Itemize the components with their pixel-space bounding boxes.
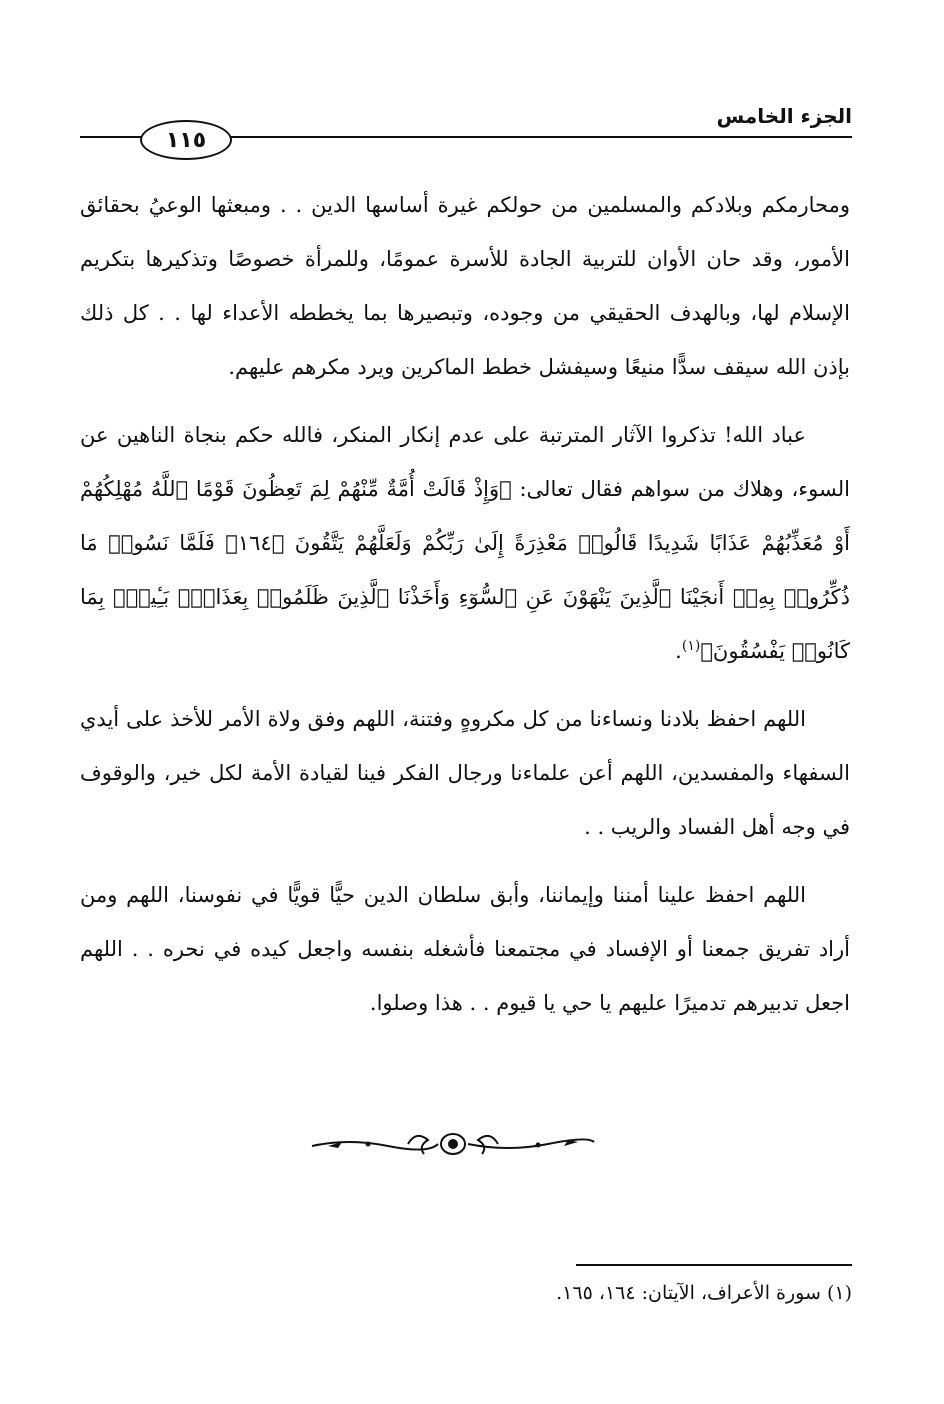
paragraph-3: اللهم احفظ بلادنا ونساءنا من كل مكروهٍ وفتنة، اللهم وفق ولاة الأمر للأخذ على أيدي السفهاء والمفسدين، اللهم أعن علماءنا ورجال الفكر فينا لقيادة الأمة لكل خير، والوقوف في وجه أهل الفساد والريب . .: [80, 707, 850, 839]
ornament-swirl-left: [408, 1136, 428, 1154]
ornament-swirl-right: [478, 1136, 498, 1154]
ornament-dot-2: [536, 1143, 541, 1148]
paragraph-4: اللهم احفظ علينا أمننا وإيماننا، وأبق سلطان الدين حيًّا قويًّا في نفوسنا، اللهم ومن أراد تفريق جمعنا أو الإفساد في مجتمعنا فأشغله بنفسه واجعل كيده في نحره . . اللهم اجعل تدبيرهم تدميرًا عليهم يا حي يا قيوم . . هذا وصلوا.: [80, 883, 850, 1015]
quran-verse: ﴿وَإِذْ قَالَتْ أُمَّةٌ مِّنْهُمْ لِمَ تَعِظُونَ قَوْمًا ٱللَّهُ مُهْلِكُهُمْ أَوْ مُعَذِّبُهُمْ عَذَابًا شَدِيدًا قَالُوا۟ مَعْذِرَةً إِلَىٰ رَبِّكُمْ وَلَعَلَّهُمْ يَتَّقُونَ ﴿١٦٤﴾ فَلَمَّا نَسُوا۟ مَا ذُكِّرُوا۟ بِهِۦٓ أَنجَيْنَا ٱلَّذِينَ يَنْهَوْنَ عَنِ ٱلسُّوٓءِ وَأَخَذْنَا ٱلَّذِينَ ظَلَمُوا۟ بِعَذَابٍۭ بَـِٔيسٍۭ بِمَا كَانُوا۟ يَفْسُقُونَ﴾: [80, 477, 850, 663]
footnote-ref: (١): [681, 638, 701, 654]
paragraph-2-end: .: [675, 639, 682, 663]
ornament-dot-1: [366, 1142, 371, 1147]
ornament-line-right: [468, 1139, 594, 1148]
footnote: (١) سورة الأعراف، الآيتان: ١٦٤، ١٦٥.: [556, 1282, 852, 1304]
page-number: ١١٥: [140, 120, 232, 160]
running-header: الجزء الخامس: [716, 104, 852, 128]
ornament-center-dot: [449, 1140, 457, 1148]
paragraph-2: [80, 408, 850, 678]
footnote-rule: [576, 1264, 852, 1266]
ornament-divider: [308, 1124, 598, 1164]
paragraph-2-intro: عباد الله! تذكروا الآثار المترتبة على عدم إنكار المنكر، فالله حكم بنجاة الناهين عن السوء، وهلاك من سواهم فقال تعالى:: [80, 423, 850, 501]
paragraph-1: ومحارمكم وبلادكم والمسلمين من حولكم غيرة أساسها الدين . . ومبعثها الوعيُ بحقائق الأمور، وقد حان الأوان للتربية الجادة للأسرة عمومًا، وللمرأة خصوصًا وتذكيرها بتكريم الإسلام لها، وبالهدف الحقيقي من وجوده، وتبصيرها بما يخططه الأعداء لها . . كل ذلك بإذن الله سيقف سدًّا منيعًا وسيفشل خطط الماكرين ويرد مكرهم عليهم.: [80, 193, 850, 379]
main-text: [80, 178, 850, 1044]
